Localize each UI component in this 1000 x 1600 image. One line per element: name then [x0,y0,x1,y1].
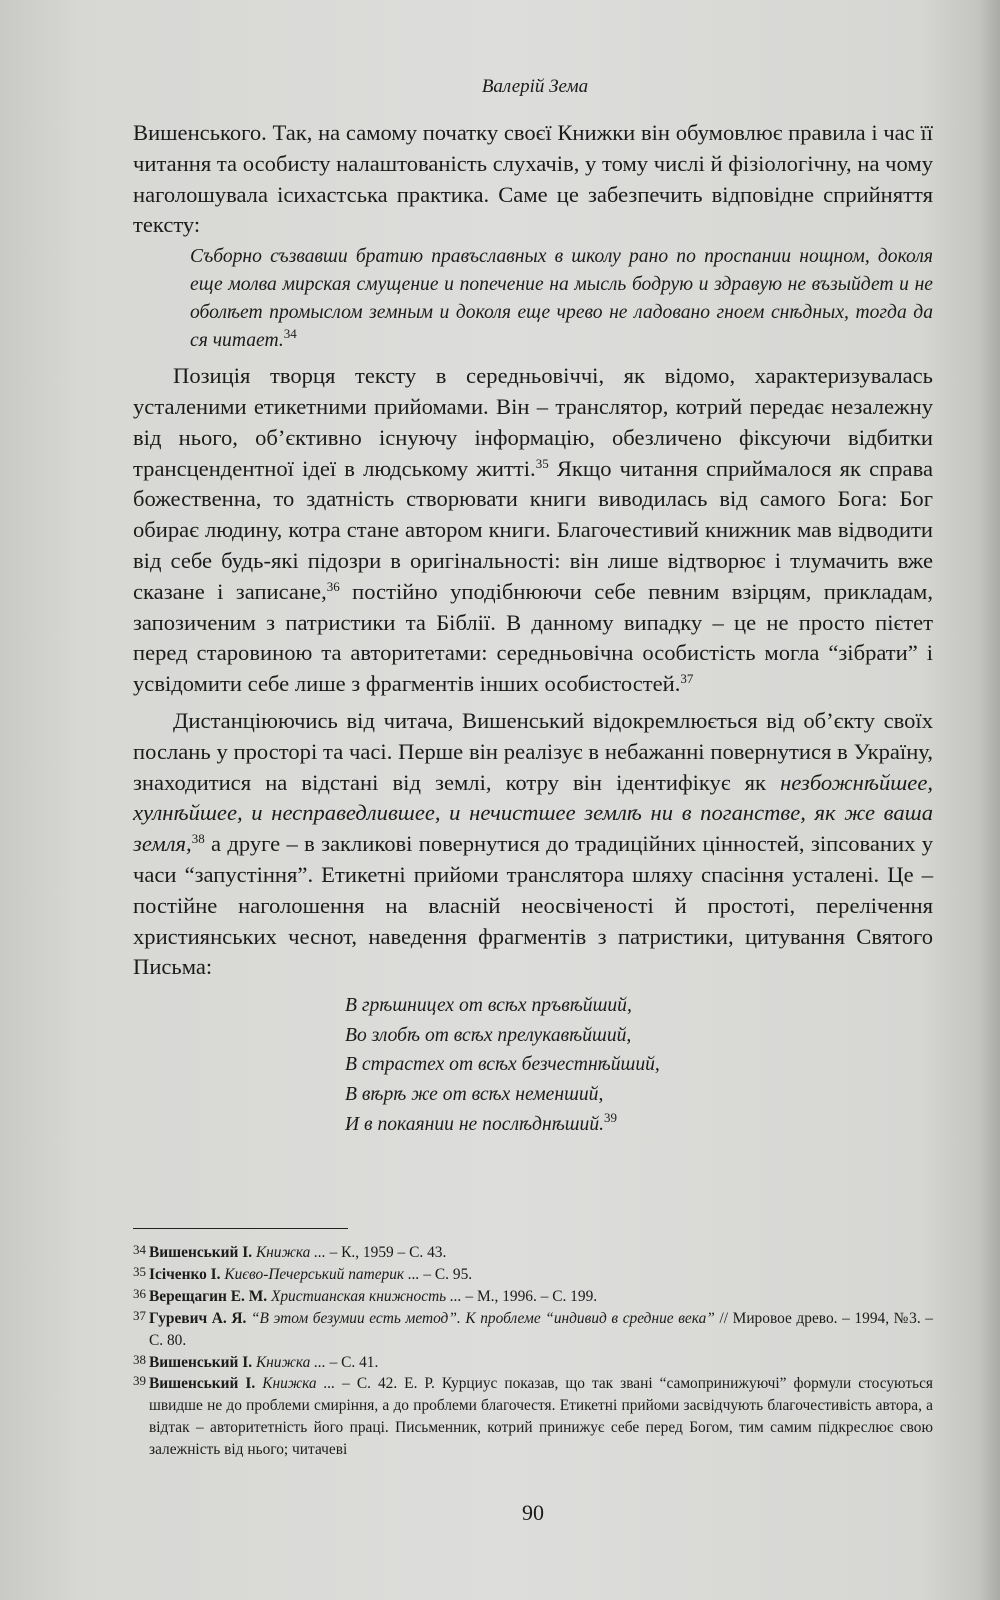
paragraph-2-text-a: Позиція творця тексту в середньовіччі, як відомо, характеризувалась усталеними етикетними прийомами. Він – транслятор, котрий передає незалежну від нього, об’єктивно існуючу інформацію, обезличено фіксуючи відбитки трансцендентної ідеї в людському житті. [133,363,933,481]
poem-line: В страстех от всѣх безчестнѣйший, [345,1054,660,1076]
footnote-ref-34: 34 [283,326,297,342]
book-spine-shadow [978,0,1000,1600]
paragraph-2-text-b: Якщо читання сприймалося як справа божественна, то здатність створювати книги виводилась від самого Бога: Бог обирає людину, котра стане автором книги. Благочестивий книжник мав відводити від себе будь-які підозри в оригінальності: він лише відтворює і тлумачить вже сказане і записане, [133,455,933,604]
footnote-title: “В этом безумии есть метод”. К проблеме “индивид в средние века” [250,1309,715,1327]
footnote-title: Києво-Печерський патерик ... [224,1265,420,1283]
footnote [133,1242,933,1264]
footnote-ref-37: 37 [680,671,694,687]
paragraph-3-text-b: а друге – в закликові повернутися до традиційних цінностей, зіпсованих у часи “запустіння”. Етикетні прийоми транслятора шляху спасіння усталені. Це – постійне наголошення на власній неосвіченості й простоті, перелічення християнських чеснот, наведення фрагментів з патристики, цитування Святого Письма: [133,831,934,980]
footnote-rest: – С. 95. [419,1265,473,1283]
paragraph-1-text: Вишенського. Так, на самому початку своєї Книжки він обумовлює правила і час її читання та особисту налаштованість слухачів, у тому числі й фізіологічну, на чому наголошувала ісихастська практика. Саме це забезпечить відповідне сприйняття тексту: [133,120,933,238]
footnote [133,1286,933,1308]
footnote-ref-39: 39 [604,1109,618,1125]
footnote-rest: – К., 1959 – С. 43. [325,1244,447,1261]
footnote-number: 38 [133,1351,146,1367]
paragraph-2-text-c: постійно уподібнюючи себе певним взірцям, прикладам, запозиченим з патристики та Біблії. В данному випадку – це не просто пієтет перед старовиною та авторитетами: середньовічна особистість могла “зібрати” і усвідомити себе лише з фрагментів інших особистостей. [133,578,933,697]
footnote [133,1264,933,1286]
poem-line-last [345,1110,933,1140]
footnote-author: Ісіченко І. [149,1265,221,1283]
paragraph-3-text-a: Дистанціюючись від читача, Вишенський відокремлюється від об’єкту своїх послань у просторі та часі. Перше він реалізує в небажанні повернутися в Україну, знаходитися на відстані від землі, котру він ідентифікує як [133,707,933,795]
footnote-rest: – М., 1996. – С. 199. [461,1287,598,1305]
footnote-author: Вишенський І. [149,1375,256,1393]
footnote-title: Книжка ... [262,1375,336,1393]
paragraph-3-inline-quote: незбожнѣйшее, хулнѣйшее, и несправедлившее, и нечистшее землѣ ни в поганстве, як же ваша земля, [133,769,934,857]
footnote-title: Книжка ... [255,1244,326,1261]
poem-line-text: И в покаянии не послѣднѣший. [345,1113,605,1135]
block-quote-text: Съборно съзвавши братию правъславных в школу рано по проспании нощном, доколя еще молва мирская смущение и попечение на мысль бодрую и здравую не възыйдет и не оболѣет промыслом земным и доколя еще чрево не ладовано гноем снѣдных, тогда да ся читает. [190,246,933,352]
footnotes [133,1242,933,1461]
footnote-rest: // Мировое древо. – 1994, №3. – С. 80. [149,1309,933,1349]
paragraph-2 [133,361,933,700]
poem [345,991,933,1139]
footnote [133,1308,933,1352]
main-text [133,118,933,1139]
footnote-author: Верещагин Е. М. [149,1287,268,1305]
poem-line: Во злобѣ от всѣх прелукавѣйший, [345,1024,632,1046]
footnote-number: 34 [133,1242,146,1257]
footnote-number: 36 [133,1285,146,1301]
footnote-author: Вишенський І. [149,1244,253,1261]
footnote-rest: – С. 41. [325,1353,379,1371]
poem-line: В грѣшницех от всѣх пръвѣйший, [345,995,632,1017]
footnote-ref-35: 35 [535,455,549,471]
running-head: Валерій Зема [481,76,589,97]
footnote-number: 39 [133,1373,146,1389]
paragraph-1 [133,118,933,241]
footnote [133,1352,933,1374]
footnote-ref-36: 36 [326,578,340,594]
footnote-number: 37 [133,1307,146,1323]
paragraph-3 [133,706,933,983]
footnote-number: 35 [133,1263,146,1279]
footnote-author: Гуревич А. Я. [149,1309,247,1327]
footnote-ref-38: 38 [191,831,205,847]
footnote-author: Вишенський І. [149,1353,253,1371]
footnote-rule [133,1228,348,1229]
footnote-rest: – С. 42. Е. Р. Курциус показав, що так звані “самопринижуючі” формули стосуються швидше не до проблеми смиріння, а до проблеми благочестя. Етикетні прийоми засвідчують благочестивість автора, а відтак – авторитетність його праці. Письменник, котрий принижує себе перед Богом, тим самим підкреслює свою залежність від нього; читачеві [149,1375,933,1459]
footnote-title: Христианская книжность ... [270,1287,462,1305]
footnote [133,1373,933,1461]
footnote-title: Книжка ... [255,1353,326,1371]
poem-line: В вѣрѣ же от всѣх неменший, [345,1083,604,1105]
page-number: 90 [522,1500,544,1525]
block-quote [190,243,933,355]
